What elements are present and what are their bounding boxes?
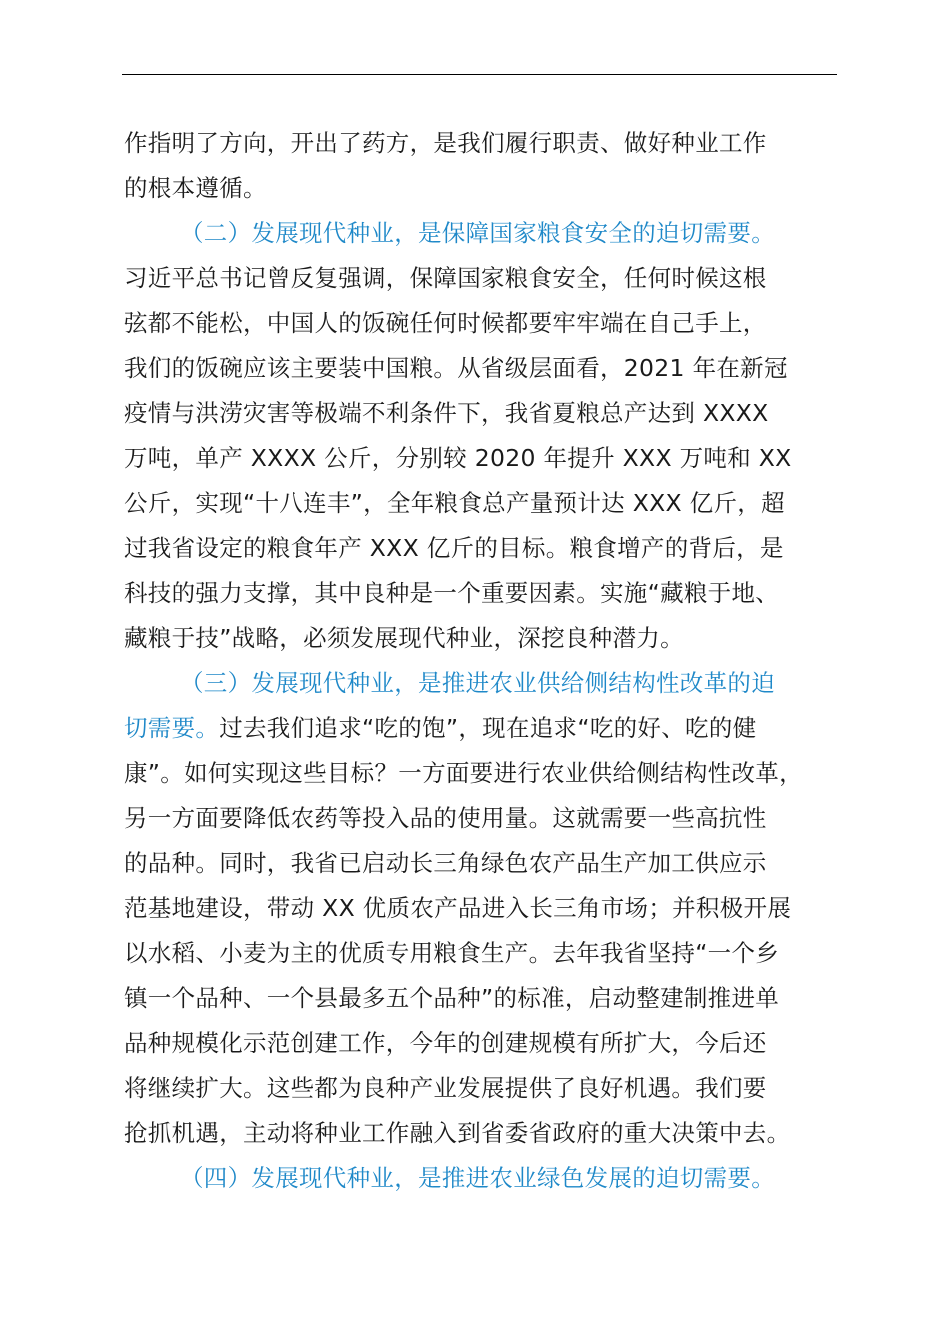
body-text-segment: 另一方面要降低农药等投入品的使用量。这就需要一些高抗性 bbox=[124, 804, 767, 832]
text-line bbox=[124, 938, 779, 968]
text-line bbox=[124, 803, 767, 833]
body-text-segment: 我们的饭碗应该主要装中国粮。从省级层面看，2021 年在新冠 bbox=[124, 354, 788, 382]
text-line bbox=[180, 218, 775, 248]
body-text-segment: 过去我们追求“吃的饱”，现在追求“吃的好、吃的健 bbox=[219, 714, 757, 742]
text-line bbox=[124, 128, 767, 158]
text-line bbox=[180, 668, 775, 698]
text-line bbox=[124, 848, 767, 878]
section-heading-text: 切需要。 bbox=[124, 714, 220, 742]
body-text-segment: 科技的强力支撑，其中良种是一个重要因素。实施“藏粮于地、 bbox=[124, 579, 780, 607]
text-line bbox=[124, 983, 779, 1013]
body-text-segment: 镇一个品种、一个县最多五个品种”的标准，启动整建制推进单 bbox=[124, 984, 780, 1012]
body-text-segment: 万吨，单产 XXXX 公斤，分别较 2020 年提升 XXX 万吨和 XX bbox=[124, 444, 792, 472]
body-text-segment: 的品种。同时，我省已启动长三角绿色农产品生产加工供应示 bbox=[124, 849, 767, 877]
text-line bbox=[124, 173, 267, 203]
body-text-segment: 以水稻、小麦为主的优质专用粮食生产。去年我省坚持“一个乡 bbox=[124, 939, 780, 967]
text-line bbox=[124, 713, 756, 743]
text-line bbox=[124, 533, 784, 563]
body-text-segment: 弦都不能松，中国人的饭碗任何时候都要牢牢端在自己手上， bbox=[124, 309, 767, 337]
text-line bbox=[124, 1028, 767, 1058]
text-line bbox=[124, 623, 684, 653]
body-text-segment: 抢抓机遇，主动将种业工作融入到省委省政府的重大决策中去。 bbox=[124, 1119, 791, 1147]
text-line bbox=[124, 1073, 767, 1103]
text-line bbox=[124, 263, 767, 293]
text-line bbox=[124, 443, 792, 473]
section-heading-text: （二）发展现代种业，是保障国家粮食安全的迫切需要。 bbox=[180, 219, 775, 247]
section-heading-text: （三）发展现代种业，是推进农业供给侧结构性改革的迫 bbox=[180, 669, 775, 697]
text-line bbox=[180, 1163, 775, 1193]
text-line bbox=[124, 758, 803, 788]
body-text-segment: 公斤，实现“十八连丰”，全年粮食总产量预计达 XXX 亿斤，超 bbox=[124, 489, 785, 517]
body-text-segment: 的根本遵循。 bbox=[124, 174, 267, 202]
text-line bbox=[124, 893, 791, 923]
body-text-segment: 过我省设定的粮食年产 XXX 亿斤的目标。粮食增产的背后，是 bbox=[124, 534, 784, 562]
text-line bbox=[124, 488, 785, 518]
text-line bbox=[124, 578, 779, 608]
body-text-segment: 范基地建设，带动 XX 优质农产品进入长三角市场；并积极开展 bbox=[124, 894, 792, 922]
section-heading-text: （四）发展现代种业，是推进农业绿色发展的迫切需要。 bbox=[180, 1164, 775, 1192]
body-text-segment: 藏粮于技”战略，必须发展现代种业，深挖良种潜力。 bbox=[124, 624, 684, 652]
body-text-segment: 康”。如何实现这些目标？一方面要进行农业供给侧结构性改革， bbox=[124, 759, 803, 787]
text-line bbox=[124, 398, 769, 428]
text-line bbox=[124, 353, 788, 383]
body-text-segment: 作指明了方向，开出了药方，是我们履行职责、做好种业工作 bbox=[124, 129, 767, 157]
text-line bbox=[124, 1118, 790, 1148]
body-text-segment: 品种规模化示范创建工作，今年的创建规模有所扩大，今后还 bbox=[124, 1029, 767, 1057]
body-text-segment: 将继续扩大。这些都为良种产业发展提供了良好机遇。我们要 bbox=[124, 1074, 767, 1102]
body-text-segment: 疫情与洪涝灾害等极端不利条件下，我省夏粮总产达到 XXXX bbox=[124, 399, 769, 427]
body-text-segment: 习近平总书记曾反复强调，保障国家粮食安全，任何时候这根 bbox=[124, 264, 767, 292]
text-line bbox=[124, 308, 767, 338]
header-rule bbox=[122, 74, 837, 75]
